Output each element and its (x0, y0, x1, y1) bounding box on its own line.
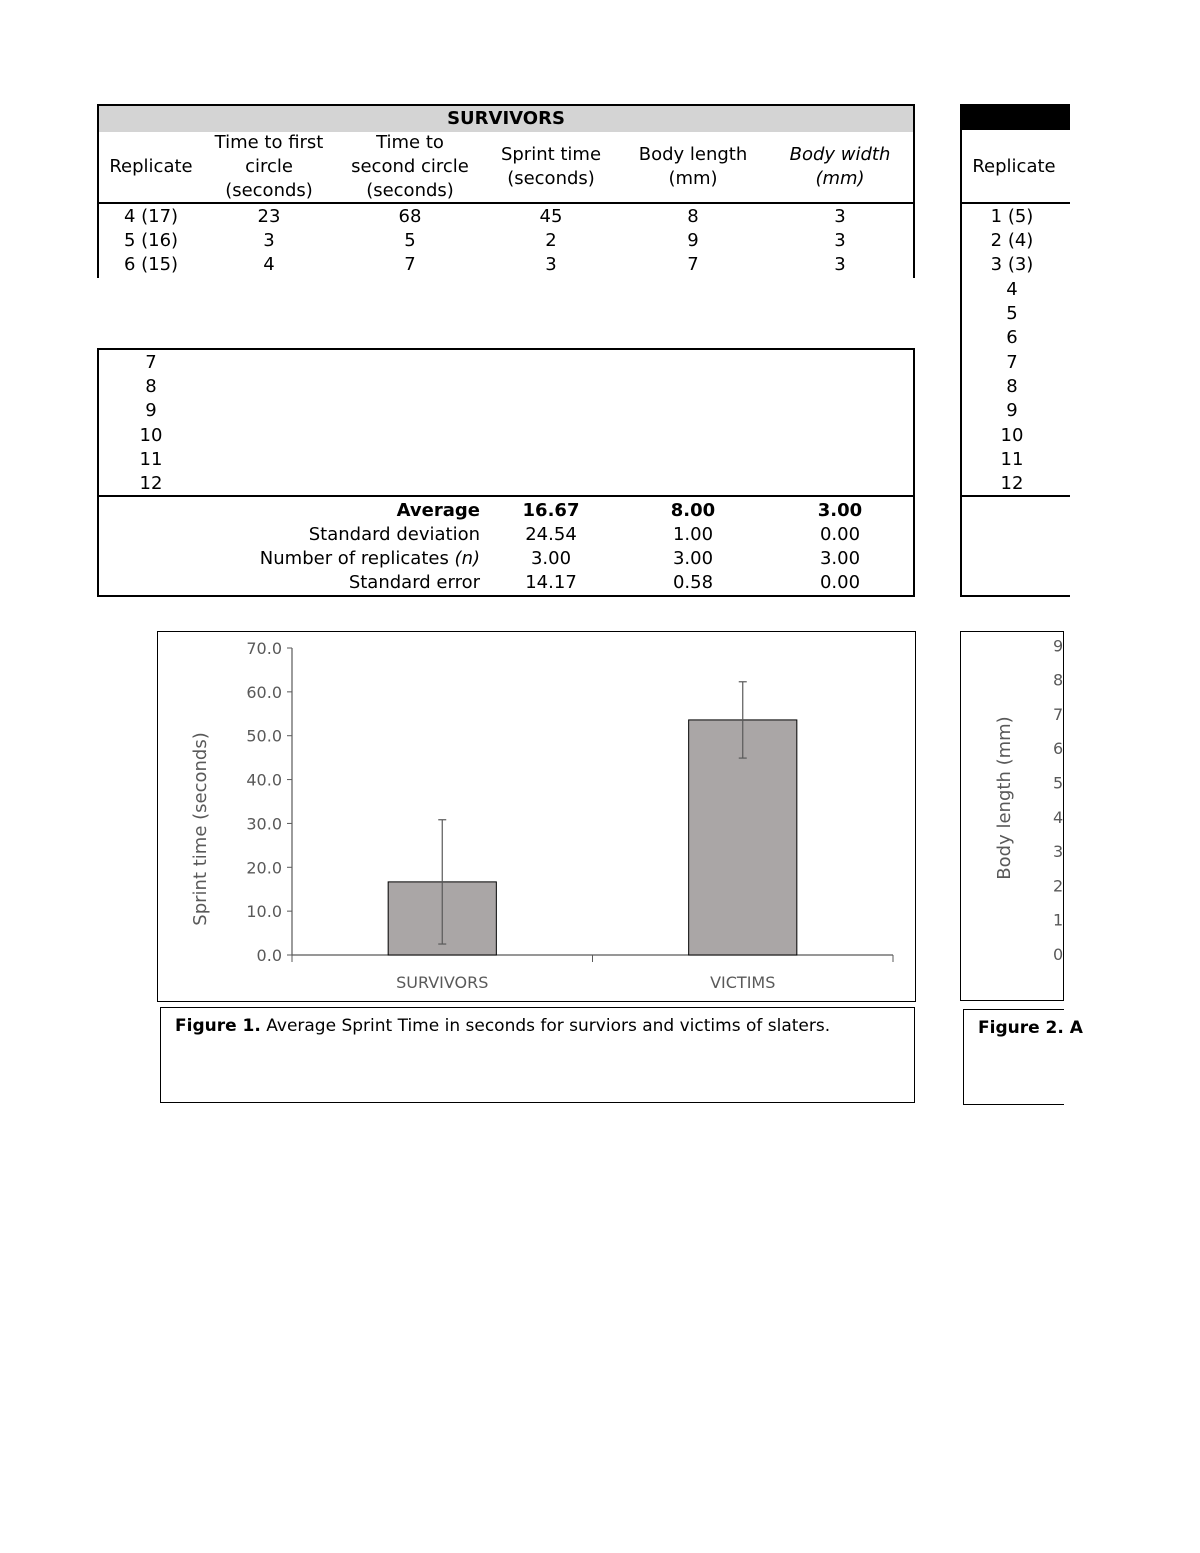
replicate-label: 11 (139, 449, 163, 470)
y-tick-label: 4 (1053, 807, 1064, 827)
stat-se-width: 0.00 (819, 572, 861, 593)
y-tick-label: 1 (1053, 910, 1064, 930)
y-tick-label: 6 (1053, 739, 1064, 759)
y-axis-label: Body length (mm) (994, 716, 1015, 880)
y-tick-label: 5 (1053, 773, 1064, 793)
victims-header-replicate: Replicate (972, 156, 1056, 177)
figure-1-label: Figure 1. (175, 1016, 261, 1036)
y-tick-label: 60.0 (246, 682, 282, 702)
body-length-chart-partial (960, 631, 1064, 1001)
y-tick-label: 10.0 (246, 902, 282, 922)
stat-n-sprint: 3.00 (530, 548, 572, 569)
x-tick-label: VICTIMS (710, 973, 776, 992)
figure-2-caption-partial (963, 1009, 1083, 1105)
victims-replicate: 1 (5) (990, 206, 1034, 227)
y-tick-label: 70.0 (246, 639, 282, 658)
y-tick-label: 9 (1053, 636, 1064, 656)
victims-replicate: 12 (1000, 473, 1024, 494)
header-body-width: Body width (mm) (789, 144, 891, 189)
victims-replicate: 9 (1006, 400, 1018, 421)
y-tick-label: 30.0 (246, 814, 282, 834)
victims-header-divider (960, 202, 1070, 204)
y-tick-label: 7 (1053, 704, 1064, 724)
replicate-label: 8 (145, 376, 157, 397)
body-length-chart-svg (961, 632, 1065, 1002)
stat-se-sprint: 14.17 (525, 572, 577, 593)
sprint-time-chart (157, 631, 916, 1002)
y-tick-label: 50.0 (246, 726, 282, 746)
y-tick-label: 8 (1053, 670, 1064, 690)
victims-replicate: 5 (1006, 303, 1018, 324)
survivors-table: SURVIVORS Replicate Time to first circle (seconds) Time to second circle (seconds) Sprint time (seconds) Body length (mm) Body width (mm) 4 (17) 23 68 45 8 3 5 (16) 3 5 2 9 3 6 (15) 4 7 3 7 3 7 8 9 10 11 12 Average 16.67 8.00 3.00 Standard deviation 24.54 1.00 0.00 Number of replicates (n) 3.00 3.00 3.00 Standard error 14.17 0.58 0.00 (97, 104, 915, 597)
replicate-label: 12 (139, 473, 163, 494)
replicate-label: 10 (139, 425, 163, 446)
replicate-label: 7 (145, 352, 157, 373)
y-tick-label: 20.0 (246, 858, 282, 878)
header-body-length: Body length (mm) (638, 144, 748, 189)
y-axis-label: Sprint time (seconds) (190, 732, 211, 926)
y-tick-label: 0 (1053, 945, 1064, 964)
victims-replicate: 6 (1006, 327, 1018, 348)
stat-average-width: 3.00 (817, 500, 863, 521)
victims-replicate: 10 (1000, 425, 1024, 446)
header-first-circle: Time to first circle (seconds) (214, 132, 324, 201)
y-tick-label: 3 (1053, 842, 1064, 862)
stat-n-width: 3.00 (819, 548, 861, 569)
figure-2-label: Figure 2. A (978, 1018, 1083, 1038)
header-sprint-time: Sprint time (seconds) (500, 144, 602, 189)
stat-average-label: Average (396, 500, 480, 521)
stat-sd-length: 1.00 (672, 524, 714, 545)
y-tick-label: 40.0 (246, 770, 282, 790)
victims-bottom-border (960, 595, 1070, 597)
victims-replicate: 4 (1006, 279, 1018, 300)
victims-replicate: 8 (1006, 376, 1018, 397)
header-replicate: Replicate (109, 156, 193, 177)
replicate-label: 9 (145, 400, 157, 421)
victims-replicate: 3 (3) (990, 254, 1034, 275)
victims-replicate: 2 (4) (990, 230, 1034, 251)
sprint-time-chart-svg (158, 632, 915, 1001)
victims-replicate: 7 (1006, 352, 1018, 373)
stat-sd-width: 0.00 (819, 524, 861, 545)
stat-se-length: 0.58 (672, 572, 714, 593)
victims-title-bar (960, 104, 1070, 130)
table-title: SURVIVORS (99, 106, 913, 132)
stat-se-label: Standard error (348, 572, 480, 593)
victims-left-border (960, 104, 962, 597)
stat-sd-sprint: 24.54 (525, 524, 577, 545)
victims-replicate: 11 (1000, 449, 1024, 470)
y-tick-label: 0.0 (256, 946, 282, 965)
stat-n-length: 3.00 (672, 548, 714, 569)
y-tick-label: 2 (1053, 876, 1064, 896)
stat-average-length: 8.00 (670, 500, 716, 521)
header-second-circle: Time to second circle (seconds) (351, 132, 469, 201)
stat-average-sprint: 16.67 (522, 500, 580, 521)
stats-divider (97, 495, 915, 497)
stat-n-label: Number of replicates (n) (259, 548, 480, 569)
figure-1-text: Average Sprint Time in seconds for surviors and victims of slaters. (260, 1016, 831, 1036)
stat-sd-label: Standard deviation (308, 524, 480, 545)
x-tick-label: SURVIVORS (396, 973, 489, 992)
figure-1-caption (160, 1007, 915, 1103)
victims-table-partial (960, 104, 1062, 597)
